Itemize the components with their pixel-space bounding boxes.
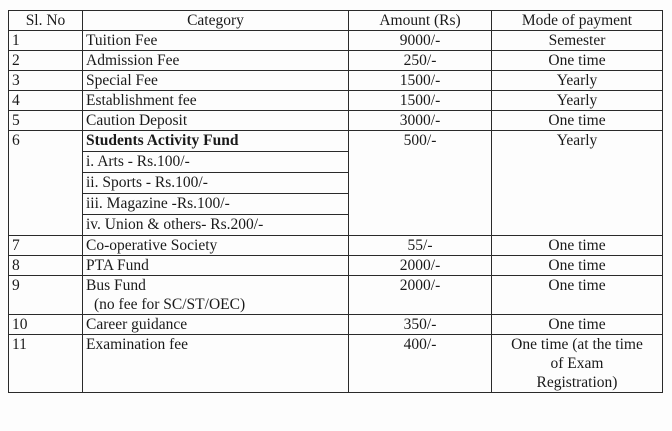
mode-cell: One time [492,315,663,335]
category-cell: Tuition Fee [83,31,349,51]
table-header-row [9,11,663,31]
fee-table [8,10,663,393]
exam-mode-line: of Exam [550,355,604,372]
sl-no-cell: 1 [9,31,83,51]
table-row [9,256,663,276]
bus-fund-label: Bus Fund [86,277,146,294]
amount-cell: 3000/- [349,111,492,131]
category-cell: PTA Fund [83,256,349,276]
table-row-activity-fund [9,131,663,236]
activity-fund-breakdown [83,131,349,236]
amount-cell: 250/- [349,51,492,71]
sl-no-cell: 4 [9,91,83,111]
table-row [9,111,663,131]
table-row [9,315,663,335]
activity-item-sports: ii. Sports - Rs.100/- [83,172,348,193]
table-row [9,31,663,51]
amount-cell: 500/- [349,131,492,236]
table-row-exam-fee [9,335,663,393]
mode-cell: One time [492,111,663,131]
exam-mode-line: One time (at the time [511,336,643,353]
mode-cell: One time [492,236,663,256]
table-row [9,51,663,71]
sl-no-cell: 11 [9,335,83,393]
category-cell: Co-operative Society [83,236,349,256]
amount-cell: 9000/- [349,31,492,51]
category-cell: Career guidance [83,315,349,335]
amount-cell: 1500/- [349,91,492,111]
header-mode-of-payment: Mode of payment [492,11,663,31]
mode-cell: Yearly [492,91,663,111]
mode-cell: Semester [492,31,663,51]
amount-cell: 55/- [349,236,492,256]
category-cell [83,276,349,315]
sl-no-cell: 3 [9,71,83,91]
sl-no-cell: 9 [9,276,83,315]
header-amount: Amount (Rs) [349,11,492,31]
amount-cell: 1500/- [349,71,492,91]
bus-fund-note: (no fee for SC/ST/OEC) [94,296,246,313]
mode-cell: One time [492,256,663,276]
mode-cell: Yearly [492,71,663,91]
table-row-bus-fund [9,276,663,315]
amount-cell: 400/- [349,335,492,393]
table-row [9,91,663,111]
mode-cell: One time [492,276,663,315]
header-sl-no: Sl. No [9,11,83,31]
sl-no-cell: 5 [9,111,83,131]
table-row [9,71,663,91]
mode-cell [492,335,663,393]
activity-item-union: iv. Union & others- Rs.200/- [83,214,348,235]
category-cell: Establishment fee [83,91,349,111]
sl-no-cell: 8 [9,256,83,276]
category-cell: Caution Deposit [83,111,349,131]
category-cell: Special Fee [83,71,349,91]
activity-item-magazine: iii. Magazine -Rs.100/- [83,193,348,214]
sl-no-cell: 6 [9,131,83,236]
sl-no-cell: 7 [9,236,83,256]
exam-mode-line: Registration) [536,374,618,391]
header-category: Category [83,11,349,31]
amount-cell: 350/- [349,315,492,335]
category-cell: Admission Fee [83,51,349,71]
amount-cell: 2000/- [349,256,492,276]
sl-no-cell: 10 [9,315,83,335]
mode-cell: Yearly [492,131,663,236]
mode-cell: One time [492,51,663,71]
activity-item-arts: i. Arts - Rs.100/- [83,151,348,172]
category-cell: Examination fee [83,335,349,393]
table-row [9,236,663,256]
amount-cell: 2000/- [349,276,492,315]
activity-fund-title: Students Activity Fund [86,132,239,149]
sl-no-cell: 2 [9,51,83,71]
